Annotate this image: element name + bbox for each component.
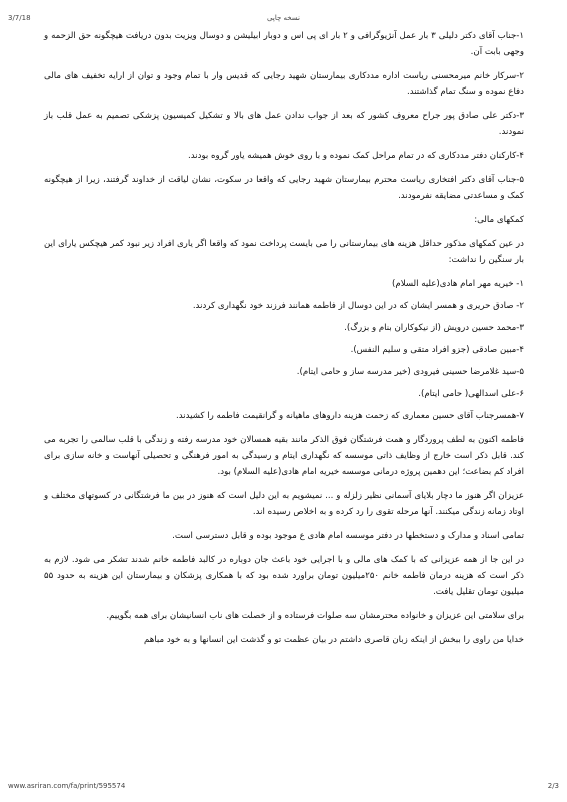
paragraph: تمامی اسناد و مدارک و دستخطها در دفتر موسسه امام هادی ع موجود بوده و قابل دسترسی است. xyxy=(172,531,524,541)
paragraph: فاطمه اکنون به لطف پروردگار و همت فرشتگان فوق الذکر مانند بقیه همسالان خود مدرسه رفته و زندگی با قلب سالمی را تجربه می کند. قابل ذکر است خارج از وظایف ذاتی موسسه که نگهداری ایتام و رسیدگی به امور فرهنگی و تحصیلی آنهاست و خانه سازی برای افراد کم بضاعت؛ این دهمین پروژه درمانی موسسه خیریه امام هادی(علیه السلام) بود. xyxy=(44,435,524,477)
donor-item: ۶-علی اسدالهی( حامی ایتام). xyxy=(418,389,524,399)
paragraph: ۴-کارکنان دفتر مددکاری که در تمام مراحل کمک نموده و با روی خوش همیشه یاور گروه بودند. xyxy=(188,151,524,161)
donor-item: ۱- خیریه مهر امام هادی(علیه السلام) xyxy=(392,279,524,289)
article-body xyxy=(44,28,524,656)
paragraph: برای سلامتی این عزیزان و خانواده محترمشان سه صلوات فرستاده و از خصلت های ناب انسانیشان برای همه بگوییم. xyxy=(106,611,524,621)
paragraph: در این جا از همه عزیزانی که با کمک های مالی و با اجرایی خود باعث جان دوباره در کالبد فاطمه خانم شدند تشکر می شود. لازم به ذکر است که هزینه درمان فاطمه خانم ۲۵۰میلیون تومان براورد شده بود که با همکاری پزشکان و بیمارستان این هزینه به حدود ۵۵ میلیون تومان تقلیل یافت. xyxy=(44,555,524,597)
page-number: 2/3 xyxy=(547,782,559,790)
print-header xyxy=(0,8,567,22)
donor-item: ۷-همسرجناب آقای حسین معماری که زحمت هزینه داروهای ماهیانه و گرانقیمت فاطمه را کشیدند. xyxy=(175,411,524,421)
print-title: نسخه چاپی xyxy=(267,14,300,22)
donor-item: ۴-مبین صادقی (جزو افراد متقی و سلیم النفس). xyxy=(350,345,524,355)
print-footer xyxy=(0,782,567,794)
paragraph: در عین کمکهای مذکور حداقل هزینه های بیمارستانی را می بایست پرداخت نمود که واقعا اگر یاری افراد زیر نبود کمر هیچکس یارای این بار سنگین را نداشت: xyxy=(44,239,524,265)
paragraph: ۵-جناب آقای دکتر افتخاری ریاست محترم بیمارستان شهید رجایی که واقعا در سکوت، نشان لیاقت از خداوند گرفتند، زیرا از هیچگونه کمک و مساعدتی مضایقه نفرمودند. xyxy=(44,175,524,201)
page-url: www.asriran.com/fa/print/595574 xyxy=(8,782,126,790)
donor-item: ۵-سید غلامرضا حسینی فیرودی (خیر مدرسه ساز و حامی ایتام). xyxy=(296,367,524,377)
print-date: 3/7/18 xyxy=(8,14,31,22)
paragraph: عزیزان اگر هنوز ما دچار بلایای آسمانی نظیر زلزله و ... نمیشویم به این دلیل است که هنوز در بین ما فرشتگانی در کسوتهای مختلف و اوتاد زمانه زندگی میکنند. آنها مرحله تقوی را رد کرده و به اخلاص رسیده اند. xyxy=(44,491,524,517)
paragraph: خدایا من راوی را ببخش از اینکه زبان قاصری داشتم در بیان عظمت تو و گذشت این انسانها و به خود مباهم xyxy=(144,635,524,645)
donor-item: ۲- صادق حریری و همسر ایشان که در این دوسال از فاطمه همانند فرزند خود نگهداری کردند. xyxy=(192,301,524,311)
paragraph: ۲-سرکار خانم میرمحسنی ریاست اداره مددکاری بیمارستان شهید رجایی که قدیس وار با تمام وجود و توان از ارایه تخفیف های مالی دفاع نموده و سنگ تمام گذاشتند. xyxy=(44,71,524,97)
paragraph: ۱-جناب آقای دکتر دلیلی ۳ بار عمل آنژیوگرافی و ۲ بار ای پی اس و دوبار ابیلیشن و دوسال ویزیت بدون دریافت هیچگونه حق الزحمه و وجهی بابت آن. xyxy=(44,31,524,57)
paragraph: ۳-دکتر علی صادق پور جراح معروف کشور که بعد از جواب ندادن عمل های بالا و تشکیل کمیسیون پزشکی تصمیم به عمل قلب باز نمودند. xyxy=(44,111,524,137)
donor-item: ۳-محمد حسین درویش (از نیکوکاران بنام و بزرگ). xyxy=(344,323,524,333)
section-heading: کمکهای مالی: xyxy=(474,215,524,225)
